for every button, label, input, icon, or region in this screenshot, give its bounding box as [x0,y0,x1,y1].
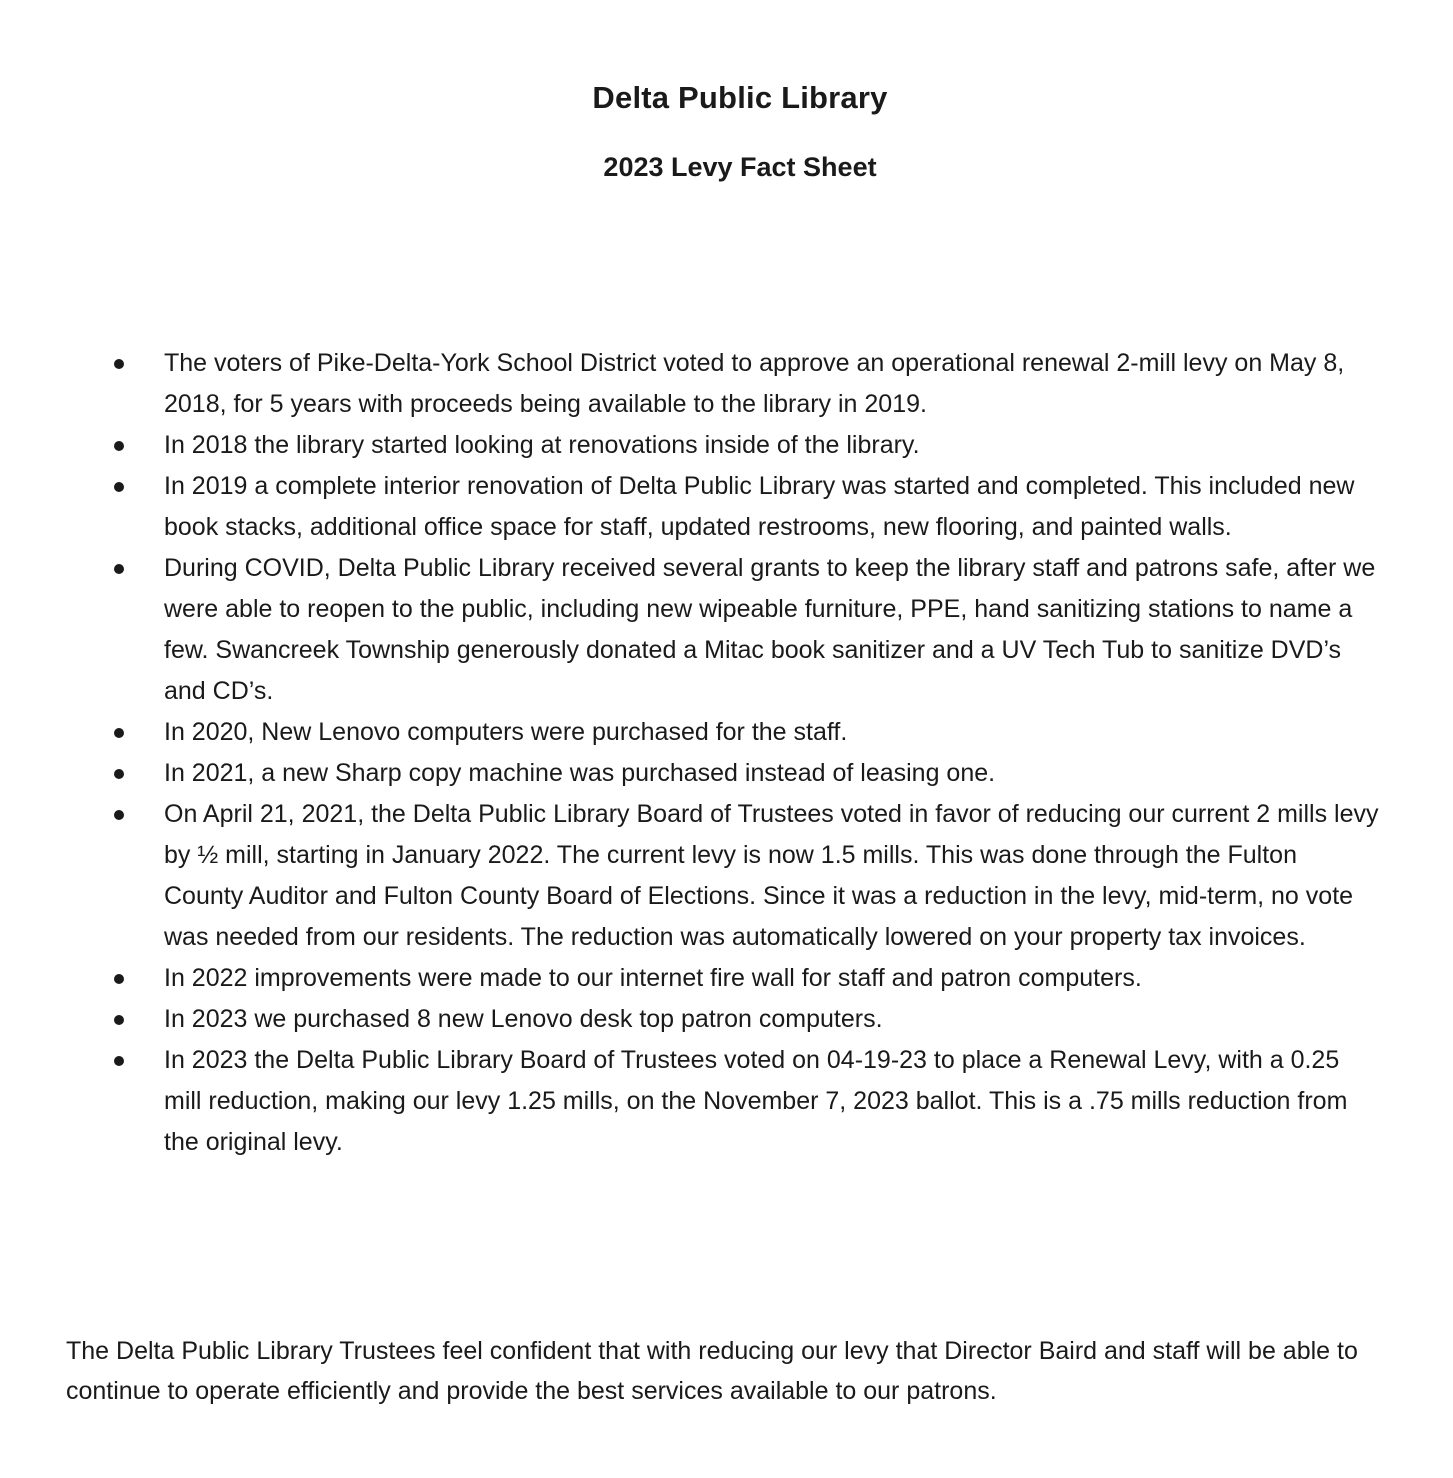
fact-text: In 2023 the Delta Public Library Board of Trustees voted on 04-19-23 to place a Renewal Levy, with a 0.25 mill reduction, making our levy 1.25 mills, on the November 7, 2023 ballot. This is a .75 mills reduction from the original levy. [164,1046,1348,1156]
fact-text: On April 21, 2021, the Delta Public Library Board of Trustees voted in favor of reducing our current 2 mills levy by ½ mill, starting in January 2022. The current levy is now 1.5 mills. This was done through the Fulton County Auditor and Fulton County Board of Elections. Since it was a reduction in the levy, mid-term, no vote was needed from our residents. The reduction was automatically lowered on your property tax invoices. [164,800,1379,951]
bullet-icon [114,1015,124,1025]
fact-text: In 2022 improvements were made to our internet fire wall for staff and patron computers. [164,964,1142,992]
list-item [110,425,1380,466]
bullet-icon [114,482,124,492]
list-item [110,343,1380,425]
fact-text: In 2020, New Lenovo computers were purchased for the staff. [164,718,848,746]
list-item [110,794,1380,958]
page-title: Delta Public Library [592,80,888,115]
list-item [110,753,1380,794]
list-item [110,466,1380,548]
list-item [110,548,1380,712]
list-item [110,958,1380,999]
list-item [110,1040,1380,1163]
page-subtitle: 2023 Levy Fact Sheet [603,152,877,182]
list-item [110,999,1380,1040]
bullet-icon [114,441,124,451]
bullet-icon [114,564,124,574]
fact-text: The voters of Pike-Delta-York School District voted to approve an operational renewal 2-mill levy on May 8, 2018, for 5 years with proceeds being available to the library in 2019. [164,349,1345,418]
bullet-icon [114,769,124,779]
bullet-icon [114,810,124,820]
bullet-icon [114,1056,124,1066]
fact-text: In 2019 a complete interior renovation of Delta Public Library was started and completed. This included new book stacks, additional office space for staff, updated restrooms, new flooring, and painted walls. [164,472,1355,541]
list-item [110,712,1380,753]
fact-text: In 2018 the library started looking at renovations inside of the library. [164,431,920,459]
bullet-icon [114,359,124,369]
closing-paragraph: The Delta Public Library Trustees feel confident that with reducing our levy that Director Baird and staff will be able to continue to operate efficiently and provide the best services available to our patrons. [66,1337,1358,1405]
fact-text: In 2023 we purchased 8 new Lenovo desk top patron computers. [164,1005,883,1033]
fact-text: In 2021, a new Sharp copy machine was purchased instead of leasing one. [164,759,996,787]
bullet-icon [114,728,124,738]
fact-list [110,343,1380,1163]
bullet-icon [114,974,124,984]
fact-text: During COVID, Delta Public Library received several grants to keep the library staff and patrons safe, after we were able to reopen to the public, including new wipeable furniture, PPE, hand sanitizing stations to name a few. Swancreek Township generously donated a Mitac book sanitizer and a UV Tech Tub to sanitize DVD’s and CD’s. [164,554,1376,705]
